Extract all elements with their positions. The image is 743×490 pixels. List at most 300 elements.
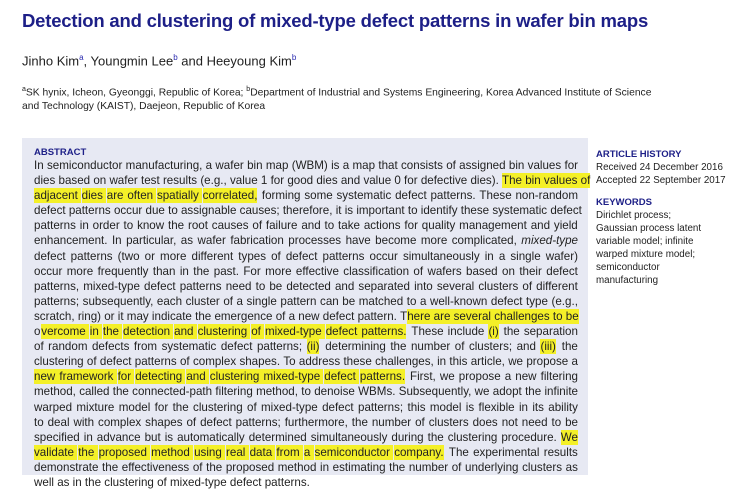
abstract-text-segment: patterns; (358, 400, 407, 414)
abstract-text-segment: become (375, 234, 420, 248)
abstract-text-segment: and (530, 219, 554, 233)
abstract-text-segment: simultaneously (402, 249, 483, 263)
abstract-text-segment: specified (34, 430, 83, 444)
abstract-text-segment: for (564, 159, 578, 172)
abstract-text-segment: on (93, 174, 110, 188)
abstract-line (34, 324, 578, 339)
abstract-text-segment: wafer (215, 159, 247, 172)
abstract-text-segment: and (516, 340, 540, 354)
abstract-box (22, 138, 591, 489)
abstract-text-segment: underlying (465, 460, 522, 474)
abstract-text-segment: propose (458, 370, 504, 384)
abstract-text-segment: complex (98, 415, 145, 429)
abstract-text-segment: 1 (260, 174, 271, 188)
highlighted-text: of (580, 174, 591, 188)
abstract-text-segment: be (565, 415, 578, 429)
highlighted-text: adjacent (34, 189, 82, 203)
abstract-text-segment: determining (325, 340, 390, 354)
highlighted-text: often (127, 189, 157, 203)
abstract-text-segment: o (34, 325, 41, 339)
abstract-text-segment: model (118, 400, 154, 414)
author-separator: and (177, 53, 207, 69)
highlighted-text: to (552, 309, 566, 323)
abstract-text-segment: separation (523, 325, 578, 339)
authors (22, 53, 296, 68)
abstract-line (34, 233, 578, 248)
abstract-text-segment: may (126, 309, 152, 323)
abstract-text-segment: new (298, 309, 323, 323)
abstract-text-segment: of (186, 415, 200, 429)
abstract-text-segment (557, 339, 560, 354)
abstract-line (34, 309, 578, 324)
abstract-text-segment: defect (34, 249, 69, 263)
abstract-text-segment: for (404, 219, 422, 233)
abstract-text-segment: management (459, 219, 531, 233)
abstract-text-segment (445, 445, 448, 460)
abstract-text-segment: in (79, 219, 92, 233)
highlighted-text: (iii) (540, 340, 556, 354)
abstract-line (34, 430, 578, 445)
abstract-text-segment: advance (96, 430, 144, 444)
abstract-text-segment: (WBM) (291, 159, 331, 172)
abstract-text-segment: manufacturing, (125, 159, 206, 172)
abstract-text-segment: map (352, 159, 379, 172)
abstract-text-segment: the (195, 309, 215, 323)
abstract-text-segment (407, 324, 410, 339)
highlighted-text: validate (34, 445, 78, 459)
abstract-heading: ABSTRACT (34, 147, 87, 158)
highlighted-text: and (186, 370, 209, 384)
author-name: Youngmin Lee (90, 53, 174, 69)
abstract-text-segment: this (407, 400, 429, 414)
abstract-text-segment: (e.g., (200, 174, 230, 188)
abstract-line (34, 475, 578, 490)
abstract-text-segment: article, (470, 355, 509, 369)
abstract-line (34, 279, 578, 294)
abstract-text-segment: patterns, (34, 279, 83, 293)
abstract-text-segment: in (72, 475, 85, 489)
highlighted-text: defect (324, 370, 360, 384)
highlighted-text: vercome (41, 325, 89, 339)
abstract-text-segment: in (83, 430, 96, 444)
abstract-text-segment: estimating (332, 460, 389, 474)
abstract-text-segment: pattern. (357, 309, 401, 323)
abstract-text-segment: determined (248, 430, 310, 444)
abstract-text-segment: on (502, 264, 519, 278)
abstract-text-segment: past. (213, 264, 243, 278)
abstract-text-segment: root (187, 219, 212, 233)
abstract-text-segment: values (527, 159, 565, 172)
abstract-text-segment: the (390, 340, 410, 354)
abstract-text-segment: of (413, 264, 427, 278)
abstract-line (34, 294, 578, 309)
abstract-text-segment: To (283, 355, 299, 369)
abstract-text-segment: defect (285, 249, 321, 263)
abstract-text-segment: wafer) (545, 249, 578, 263)
abstract-text-segment: or (144, 249, 159, 263)
abstract-text-segment: as (57, 475, 73, 489)
highlighted-text: for (117, 370, 135, 384)
abstract-text-segment: mixed-type (170, 475, 230, 489)
abstract-text-segment: defect (546, 264, 578, 278)
abstract-text-segment: defect (490, 294, 526, 308)
abstract-text-segment: classification (343, 264, 413, 278)
abstract-text-segment: adopt (492, 385, 525, 399)
abstract-text-segment: deal (47, 415, 73, 429)
abstract-text-segment: of (252, 219, 266, 233)
article-sidebar (596, 148, 736, 296)
abstract-text-segment: new (515, 370, 540, 384)
keywords-heading: KEYWORDS (596, 197, 652, 208)
abstract-text-segment: mixture (76, 400, 118, 414)
abstract-text-segment: defect (550, 204, 582, 218)
abstract-text-segment: effectiveness (121, 460, 193, 474)
abstract-text-segment: clustering (447, 430, 501, 444)
abstract-text-segment: to (123, 219, 137, 233)
abstract-text-segment: more (160, 249, 190, 263)
abstract-text-segment: defect (322, 309, 358, 323)
abstract-text-segment: their (519, 264, 546, 278)
highlighted-text: of (251, 325, 265, 339)
abstract-text-segment: defect (99, 355, 135, 369)
abstract-text-segment: failure (265, 219, 301, 233)
abstract-text-segment: different (191, 249, 237, 263)
highlighted-text: the (102, 325, 123, 339)
abstract-text-segment: processes (288, 234, 345, 248)
abstract-text-segment: during (391, 430, 427, 444)
abstract-text-segment: for (270, 174, 288, 188)
abstract-text-segment: clustering (34, 355, 87, 369)
abstract-text-segment: T (400, 309, 408, 323)
abstract-text-segment (406, 369, 409, 384)
abstract-text-segment: the (561, 340, 578, 354)
abstract-text-segment: several (436, 279, 478, 293)
abstract-text-segment: to (255, 279, 269, 293)
abstract-text-segment: automatically (177, 430, 248, 444)
abstract-text-segment: good (287, 174, 317, 188)
abstract-text-segment: defect (144, 279, 179, 293)
abstract-text-segment: value (363, 174, 395, 188)
abstract-text-segment: defects (91, 340, 133, 354)
abstract-line (34, 203, 582, 218)
abstract-line (34, 218, 578, 233)
highlighted-text: method (151, 445, 194, 459)
highlighted-text: clustering (197, 325, 251, 339)
abstract-text-segment: the (84, 475, 105, 489)
abstract-text-segment: patterns (134, 355, 180, 369)
highlighted-text: data (249, 445, 276, 459)
abstract-text-segment: well-known (429, 294, 491, 308)
abstract-text-segment: mixed-type (83, 279, 144, 293)
abstract-text-segment: shapes. (239, 355, 284, 369)
abstract-text-segment (500, 324, 503, 339)
abstract-text-segment: of (451, 460, 465, 474)
abstract-text-segment: systematic (161, 340, 220, 354)
abstract-text-segment: more (265, 264, 295, 278)
abstract-text-segment: a (571, 355, 578, 369)
abstract-text-segment: Subsequently, (398, 385, 475, 399)
abstract-text-segment: type (526, 294, 552, 308)
abstract-text-segment: assignable (180, 204, 240, 218)
abstract-text-segment: it (117, 309, 127, 323)
abstract-text-segment: not (501, 415, 522, 429)
highlighted-text: and (174, 325, 197, 339)
abstract-text-segment: denoise (314, 385, 359, 399)
abstract-text-segment: systematic (492, 204, 551, 218)
abstract-text-segment: subsequently, (82, 294, 157, 308)
abstract-text-segment: the (389, 460, 409, 474)
highlighted-text: defect (325, 325, 361, 339)
abstract-text-segment: shapes (145, 415, 186, 429)
abstract-text-segment: patterns; (256, 340, 306, 354)
abstract-text-segment: clustering (104, 475, 158, 489)
abstract-text-segment: occur (369, 249, 402, 263)
abstract-text-segment: indicate (151, 309, 196, 323)
abstract-text-segment: connected-path (132, 385, 216, 399)
abstract-text-segment: separated (358, 279, 414, 293)
abstract-text-segment: These (479, 189, 515, 203)
abstract-text-segment: forming (261, 189, 304, 203)
abstract-text-segment: results (543, 445, 578, 459)
abstract-text-segment: the (172, 400, 192, 414)
highlighted-text: correlated, (202, 189, 258, 203)
abstract-text-segment: single (510, 249, 544, 263)
highlighted-text: using (194, 445, 226, 459)
abstract-text-segment: model (429, 400, 465, 414)
abstract-text-segment: include (447, 325, 488, 339)
abstract-text-segment: flexible (478, 400, 518, 414)
highlighted-text: a (303, 445, 314, 459)
abstract-text-segment: patterns; (235, 415, 284, 429)
abstract-text-segment: a (236, 294, 247, 308)
abstract-text-segment: order (92, 219, 123, 233)
abstract-text-segment: dies (34, 174, 59, 188)
abstract-text-segment: the (193, 264, 213, 278)
abstract-text-segment: or (104, 309, 118, 323)
abstract-text-segment: dies). (470, 174, 503, 188)
abstract-text-segment: random (48, 340, 91, 354)
abstract-text-segment: each (156, 294, 186, 308)
abstract-text-segment: different (536, 279, 578, 293)
abstract-text-segment: to (301, 385, 315, 399)
abstract-text-segment: emergence (214, 309, 276, 323)
abstract-text-segment (321, 339, 324, 354)
abstract-text-segment: warped (34, 400, 76, 414)
abstract-text-segment: particular, (126, 234, 180, 248)
abstract-text-segment: complex (192, 355, 240, 369)
abstract-text-segment: clusters (522, 460, 566, 474)
abstract-text-segment: need (225, 279, 255, 293)
abstract-text-segment: into (414, 279, 436, 293)
abstract-text-segment: from (133, 340, 161, 354)
abstract-text-segment: enhancement. (34, 234, 111, 248)
abstract-text-segment: ring) (77, 309, 105, 323)
highlighted-text: spatially (156, 189, 203, 203)
abstract-text-segment: number (410, 340, 454, 354)
abstract-text (34, 158, 591, 490)
abstract-text-segment: address (298, 355, 344, 369)
abstract-text-segment: a (419, 294, 430, 308)
abstract-text-segment: these (460, 204, 493, 218)
abstract-text-segment: defect (200, 415, 235, 429)
affiliations (22, 83, 662, 114)
abstract-text-segment: WBMs. (358, 385, 399, 399)
abstract-text-segment: in (320, 460, 333, 474)
highlighted-text: patterns. (361, 325, 407, 339)
abstract-text-segment: its (532, 400, 548, 414)
abstract-text-segment: pattern (280, 294, 320, 308)
abstract-text-segment: matched (358, 294, 407, 308)
abstract-line (34, 384, 578, 399)
highlighted-text: detection (123, 325, 174, 339)
abstract-text-segment: mixed-type (521, 234, 578, 248)
abstract-text-segment: for (404, 174, 421, 188)
abstract-text-segment: be (269, 279, 286, 293)
abstract-text-segment: defect (220, 340, 256, 354)
abstract-text-segment: need (521, 415, 551, 429)
abstract-text-segment: method, (256, 385, 302, 399)
abstract-text-segment: challenges, (375, 355, 437, 369)
abstract-text-segment: defective (420, 174, 471, 188)
abstract-text-segment: is (465, 400, 478, 414)
abstract-text-segment: wafer (109, 174, 142, 188)
abstract-text-segment: semiconductor (46, 159, 126, 172)
abstract-text-segment: the (351, 415, 372, 429)
abstract-text-segment: patterns. (264, 475, 310, 489)
abstract-text-segment: infinite (544, 385, 578, 399)
abstract-text-segment: patterns (34, 219, 80, 233)
abstract-text-segment: of (247, 400, 260, 414)
highlighted-text: dies (81, 189, 107, 203)
abstract-text-segment: defect (322, 400, 357, 414)
abstract-line (34, 188, 578, 203)
abstract-text-segment: of (522, 279, 536, 293)
abstract-text-segment: a (288, 309, 299, 323)
abstract-text-segment: procedure. (501, 430, 560, 444)
highlighted-text: detecting (135, 370, 186, 384)
affiliation-b: Department of Industrial and Systems Engineering, Korea Advanced Institute of Science and Technology (KAIST), Daejeon, Republic of Korea (22, 87, 652, 113)
abstract-text-segment: well (34, 475, 58, 489)
abstract-text-segment: a (504, 370, 515, 384)
abstract-text-segment: of (223, 294, 237, 308)
abstract-text-segment: cluster (185, 294, 223, 308)
abstract-text-segment: we (508, 355, 527, 369)
highlighted-text: The (502, 174, 526, 188)
paper-title: Detection and clustering of mixed-type defect patterns in wafer bin maps (22, 10, 649, 31)
abstract-text-segment: consists (401, 159, 447, 172)
abstract-text-segment: based (58, 174, 94, 188)
abstract-text-segment: the (102, 460, 122, 474)
abstract-text-segment: and (334, 279, 358, 293)
abstract-text-segment: number (371, 415, 415, 429)
accepted-date: Accepted 22 September 2017 (596, 175, 726, 186)
abstract-text-segment: value (229, 174, 261, 188)
author-name: Jinho Kim (22, 53, 80, 69)
abstract-text-segment: of (415, 415, 428, 429)
highlighted-text: semiconductor (314, 445, 394, 459)
abstract-text-segment: with (73, 415, 98, 429)
abstract-text-segment: the (503, 325, 523, 339)
abstract-text-segment: filtering (215, 385, 256, 399)
abstract-text-segment: experimental (473, 445, 543, 459)
abstract-line (34, 460, 578, 475)
abstract-text-segment: effective (295, 264, 343, 278)
abstract-text-segment: can (320, 294, 342, 308)
abstract-text-segment: defect (395, 189, 430, 203)
abstract-text-segment: defect (229, 475, 265, 489)
abstract-text-segment: for (154, 400, 172, 414)
abstract-text-segment: non-random (515, 189, 578, 203)
abstract-text-segment: and (301, 219, 324, 233)
abstract-text-segment: complicated, (451, 234, 521, 248)
affil-sup: b (246, 86, 251, 93)
abstract-text-segment: method (277, 460, 320, 474)
abstract-text-segment: due (145, 204, 169, 218)
abstract-text-segment: in (484, 249, 497, 263)
abstract-text-segment: ability (548, 400, 578, 414)
abstract-line (34, 264, 578, 279)
abstract-text-segment: the (206, 460, 226, 474)
highlighted-text: be (565, 309, 579, 323)
abstract-text-segment: In (34, 159, 47, 172)
abstract-text-segment: First, (410, 370, 439, 384)
highlighted-text: values (543, 174, 581, 188)
abstract-text-segment: quality (421, 219, 459, 233)
abstract-text-segment: some (304, 189, 336, 203)
abstract-text-segment: results (162, 174, 201, 188)
highlighted-text: are (433, 309, 454, 323)
abstract-text-segment: identify (420, 204, 461, 218)
abstract-text-segment: method, (34, 385, 80, 399)
abstract-text-segment: 0 (394, 174, 405, 188)
abstract-text-segment: a (498, 249, 509, 263)
highlighted-text: new (34, 370, 59, 384)
highlighted-text: real (226, 445, 249, 459)
abstract-text-segment: patterns (322, 249, 368, 263)
abstract-text-segment: dies (316, 174, 341, 188)
abstract-text-segment: (e.g., (551, 294, 578, 308)
abstract-text-segment: systematic (336, 189, 395, 203)
abstract-text-segment: as (180, 234, 197, 248)
highlighted-text: company. (394, 445, 444, 459)
abstract-text-segment: the (427, 430, 447, 444)
abstract-text-segment: of (275, 309, 289, 323)
abstract-text-segment: fabrication (230, 234, 288, 248)
abstract-text-segment: simultaneously (310, 430, 391, 444)
abstract-text-segment: to (324, 219, 338, 233)
abstract-text-segment: patterns. (430, 189, 479, 203)
abstract-text-segment: have (345, 234, 374, 248)
abstract-text-segment: occur (34, 264, 66, 278)
abstract-text-segment: that (378, 159, 401, 172)
author-affil-sup: a (79, 53, 84, 62)
highlighted-text: (i) (488, 325, 499, 339)
abstract-text-segment: test (141, 174, 163, 188)
abstract-text-segment: single (246, 294, 281, 308)
highlighted-text: We (560, 430, 578, 444)
abstract-text-segment: In (111, 234, 125, 248)
abstract-text-segment: to (168, 204, 181, 218)
abstract-line (34, 249, 578, 264)
abstract-text-segment: more (66, 264, 97, 278)
highlighted-text: are (106, 189, 127, 203)
highlighted-text: (ii) (306, 340, 320, 354)
abstract-text-segment: causes (211, 219, 252, 233)
abstract-text-segment: these (343, 355, 376, 369)
abstract-text-segment: know (137, 219, 168, 233)
abstract-text-segment: frequently (97, 264, 152, 278)
abstract-text-segment: furthermore, (284, 415, 352, 429)
